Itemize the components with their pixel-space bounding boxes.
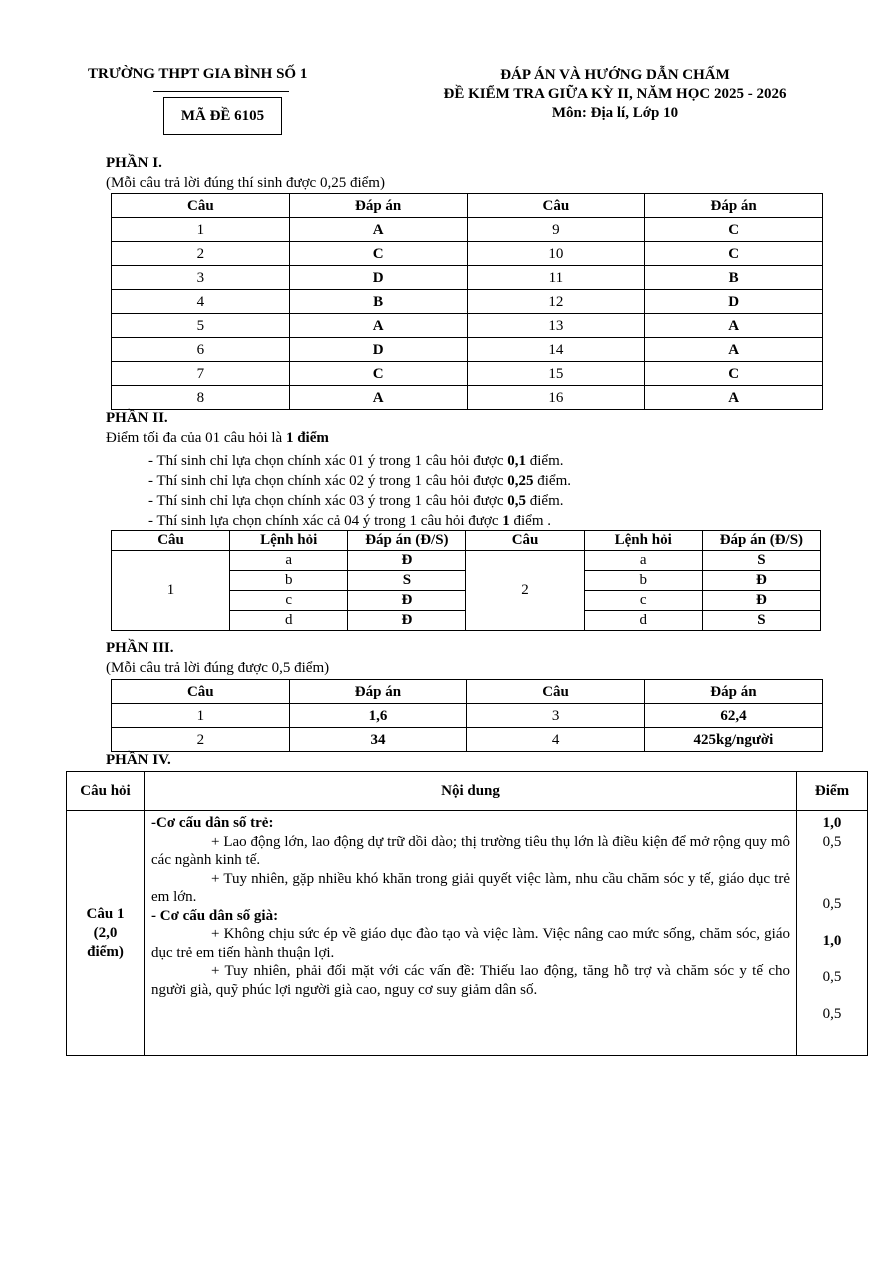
question-label: Câu 1 xyxy=(86,905,125,922)
school-name: TRƯỜNG THPT GIA BÌNH SỐ 1 xyxy=(88,66,308,82)
part1-note: (Mỗi câu trả lời đúng thí sinh được 0,25 điểm) xyxy=(106,175,385,191)
table-row xyxy=(112,266,823,290)
heading-line-1: ĐÁP ÁN VÀ HƯỚNG DẪN CHẤM xyxy=(500,67,730,83)
score-value: 0,5 xyxy=(822,969,842,985)
part2-scoring-rules xyxy=(148,451,571,531)
part1-answer-table xyxy=(111,193,823,410)
answer-cell: 34 xyxy=(289,728,467,752)
exam-code-box: MÃ ĐỀ 6105 xyxy=(163,97,282,135)
question-cell: 3 xyxy=(112,266,290,290)
answer-cell: A xyxy=(645,314,823,338)
answer-cell: Đ xyxy=(348,611,466,631)
list-item xyxy=(148,471,571,491)
table-row xyxy=(112,551,821,571)
item-cell: d xyxy=(230,611,348,631)
score-value: 0,5 xyxy=(822,896,842,912)
answer-cell: A xyxy=(289,314,467,338)
item-cell: a xyxy=(230,551,348,571)
answer-cell: Đ xyxy=(348,591,466,611)
question-cell: 12 xyxy=(467,290,645,314)
part3-answer-table xyxy=(111,679,823,752)
item-cell: b xyxy=(230,571,348,591)
part2-max-note xyxy=(106,430,329,447)
part4-answer-table xyxy=(66,771,868,1056)
rule-score: 0,25 xyxy=(507,473,534,489)
answer-cell: Đ xyxy=(348,551,466,571)
question-cell: 7 xyxy=(112,362,290,386)
question-cell: 10 xyxy=(467,242,645,266)
item-cell: d xyxy=(584,611,702,631)
answer-cell: A xyxy=(645,338,823,362)
answer-cell: C xyxy=(645,218,823,242)
answer-cell: B xyxy=(289,290,467,314)
max-note-text: Điểm tối đa của 01 câu hỏi là xyxy=(106,430,286,446)
rule-score: 1 xyxy=(502,513,510,529)
score-value: 1,0 xyxy=(822,932,842,949)
table-row xyxy=(112,704,823,728)
answer-cell: S xyxy=(348,571,466,591)
rule-text: - Thí sinh chỉ lựa chọn chính xác 01 ý trong 1 câu hỏi được xyxy=(148,453,508,469)
header-cell: Đáp án xyxy=(289,680,467,704)
header-cell: Câu xyxy=(466,531,584,551)
question-cell: 14 xyxy=(467,338,645,362)
header-cell: Điểm xyxy=(797,772,868,811)
content-point: + Không chịu sức ép về giáo dục đào tạo và việc làm. Việc nâng cao mức sống, chăm sóc, giáo dục trẻ em tiến hành thuận lợi. xyxy=(151,926,790,961)
part2-answer-table xyxy=(111,530,821,631)
question-cell: 5 xyxy=(112,314,290,338)
header-cell: Câu xyxy=(467,680,645,704)
table-row xyxy=(112,362,823,386)
answer-cell: 1,6 xyxy=(289,704,467,728)
header-cell: Câu xyxy=(112,531,230,551)
item-cell: b xyxy=(584,571,702,591)
content-point: + Tuy nhiên, phải đối mặt với các vấn đề: Thiếu lao động, tăng hỗ trợ và chăm sóc y tế cho người già, quỹ phúc lợi người già cao, nguy cơ suy giảm dân số. xyxy=(151,963,790,998)
rule-suffix: điểm . xyxy=(509,513,551,529)
table-row xyxy=(112,218,823,242)
answer-cell: D xyxy=(645,290,823,314)
list-item xyxy=(148,491,571,511)
max-note-bold: 1 điểm xyxy=(285,430,329,446)
part1-title: PHẦN I. xyxy=(106,155,162,171)
table-header-row xyxy=(67,772,868,811)
answer-cell: D xyxy=(289,266,467,290)
content-heading-old: - Cơ cấu dân số già: xyxy=(151,907,279,924)
rule-text: - Thí sinh chỉ lựa chọn chính xác 03 ý trong 1 câu hỏi được xyxy=(148,493,508,509)
content-point: + Lao động lớn, lao động dự trữ dồi dào; thị trường tiêu thụ lớn là điều kiện để mở rộng quy mô các ngành kinh tế. xyxy=(151,833,790,868)
rule-text: - Thí sinh chỉ lựa chọn chính xác 02 ý trong 1 câu hỏi được xyxy=(148,473,508,489)
table-row xyxy=(112,314,823,338)
score-value: 1,0 xyxy=(822,815,842,831)
item-cell: c xyxy=(584,591,702,611)
question-points-unit: điểm) xyxy=(87,943,124,960)
table-header-row xyxy=(112,194,823,218)
answer-cell: C xyxy=(645,242,823,266)
table-row xyxy=(67,811,868,1056)
part3-title: PHẦN III. xyxy=(106,640,174,656)
document-heading xyxy=(380,66,850,123)
header-cell: Câu xyxy=(467,194,645,218)
answer-cell: S xyxy=(702,611,820,631)
header-cell: Câu xyxy=(112,194,290,218)
header-cell: Nội dung xyxy=(145,772,797,811)
content-point: + Tuy nhiên, gặp nhiều khó khăn trong giải quyết việc làm, nhu cầu chăm sóc y tế, giáo dục trẻ em lớn. xyxy=(151,870,790,905)
answer-cell: C xyxy=(289,242,467,266)
question-cell: 3 xyxy=(467,704,645,728)
answer-cell: Đ xyxy=(702,571,820,591)
heading-line-2: ĐỀ KIỂM TRA GIỮA KỲ II, NĂM HỌC 2025 - 2026 xyxy=(443,86,787,102)
content-heading-young: -Cơ cấu dân số trẻ: xyxy=(151,815,274,831)
table-row xyxy=(112,386,823,410)
question-cell: 1 xyxy=(112,551,230,631)
question-cell: 2 xyxy=(112,728,290,752)
table-row xyxy=(112,290,823,314)
question-cell: 4 xyxy=(467,728,645,752)
answer-cell: S xyxy=(702,551,820,571)
question-cell: 4 xyxy=(112,290,290,314)
content-cell xyxy=(145,811,797,1056)
question-cell: 1 xyxy=(112,704,290,728)
question-cell: 8 xyxy=(112,386,290,410)
score-value: 0,5 xyxy=(822,833,842,850)
rule-score: 0,1 xyxy=(507,453,527,469)
answer-cell: 62,4 xyxy=(644,704,822,728)
answer-cell: C xyxy=(645,362,823,386)
question-label-cell xyxy=(67,811,145,1056)
header-cell: Đáp án xyxy=(289,194,467,218)
question-cell: 6 xyxy=(112,338,290,362)
part2-title: PHẦN II. xyxy=(106,410,168,426)
header-cell: Đáp án xyxy=(644,680,822,704)
heading-subject: Môn: Địa lí, Lớp 10 xyxy=(551,105,679,121)
item-cell: c xyxy=(230,591,348,611)
score-value: 0,5 xyxy=(822,1005,842,1022)
question-cell: 13 xyxy=(467,314,645,338)
header-cell: Đáp án (Đ/S) xyxy=(702,531,820,551)
rule-score: 0,5 xyxy=(507,493,527,509)
answer-cell: Đ xyxy=(702,591,820,611)
header-cell: Câu hỏi xyxy=(67,772,145,811)
question-cell: 16 xyxy=(467,386,645,410)
list-item xyxy=(148,511,571,531)
score-cell xyxy=(797,811,868,1056)
answer-cell: 425kg/người xyxy=(644,728,822,752)
header-cell: Lệnh hỏi xyxy=(584,531,702,551)
header-cell: Đáp án xyxy=(645,194,823,218)
rule-suffix: điểm. xyxy=(526,453,564,469)
question-cell: 2 xyxy=(466,551,584,631)
school-underline xyxy=(153,91,289,92)
part4-title: PHẦN IV. xyxy=(106,752,171,768)
score-spacer xyxy=(797,950,867,968)
answer-cell: A xyxy=(289,386,467,410)
answer-cell: C xyxy=(289,362,467,386)
question-cell: 11 xyxy=(467,266,645,290)
table-header-row xyxy=(112,680,823,704)
score-spacer xyxy=(797,851,867,895)
score-spacer xyxy=(797,987,867,1005)
question-cell: 9 xyxy=(467,218,645,242)
table-row xyxy=(112,242,823,266)
part3-note: (Mỗi câu trả lời đúng được 0,5 điểm) xyxy=(106,660,330,676)
answer-cell: A xyxy=(289,218,467,242)
rule-suffix: điểm. xyxy=(533,473,572,489)
question-cell: 1 xyxy=(112,218,290,242)
question-cell: 2 xyxy=(112,242,290,266)
question-points: (2,0 xyxy=(93,924,118,941)
question-cell: 15 xyxy=(467,362,645,386)
list-item xyxy=(148,451,571,471)
table-row xyxy=(112,728,823,752)
header-cell: Câu xyxy=(112,680,290,704)
rule-text: - Thí sinh lựa chọn chính xác cả 04 ý trong 1 câu hỏi được xyxy=(148,513,503,529)
answer-cell: B xyxy=(645,266,823,290)
answer-cell: D xyxy=(289,338,467,362)
rule-suffix: điểm. xyxy=(526,493,564,509)
table-header-row xyxy=(112,531,821,551)
score-spacer xyxy=(797,914,867,932)
header-cell: Đáp án (Đ/S) xyxy=(348,531,466,551)
item-cell: a xyxy=(584,551,702,571)
table-row xyxy=(112,338,823,362)
header-cell: Lệnh hỏi xyxy=(230,531,348,551)
answer-cell: A xyxy=(645,386,823,410)
